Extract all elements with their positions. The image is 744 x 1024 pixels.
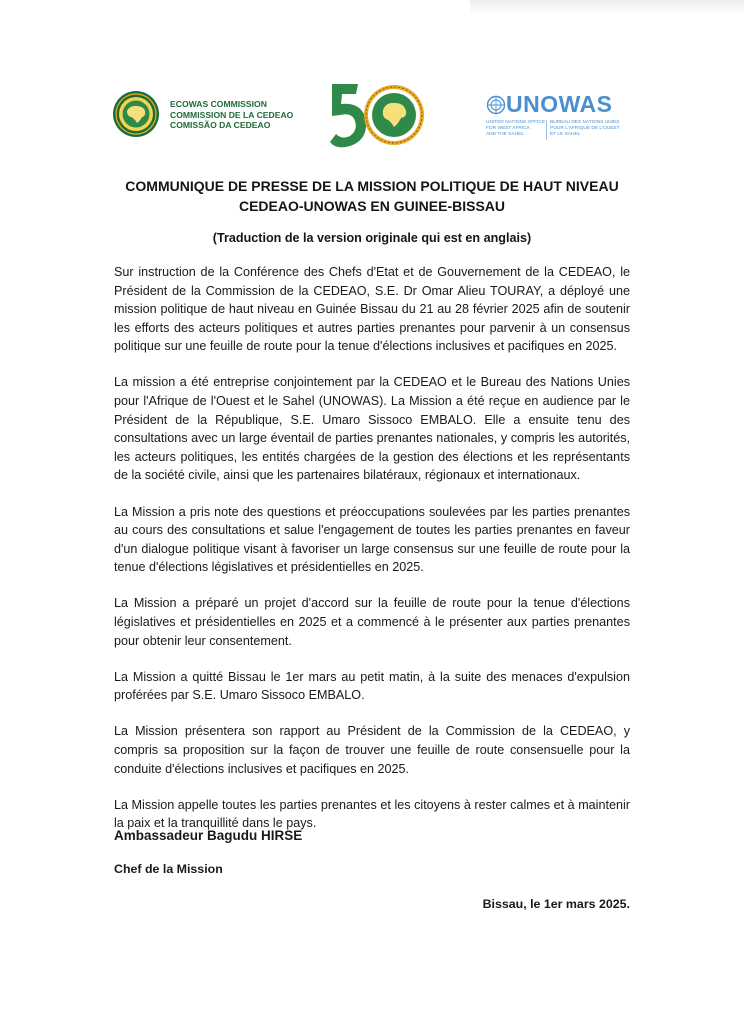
unowas-subtitle-fr	[550, 120, 620, 138]
unowas-subtitle-fr-line: POUR L'AFRIQUE DE L'OUEST	[550, 126, 620, 131]
paragraph: La mission a été entreprise conjointement par la CEDEAO et le Bureau des Nations Unies pour l'Afrique de l'Ouest et le Sahel (UNOWAS). La Mission a été reçue en audience par le Président de la République, S.E. Umaro Sissoco EMBALO. Elle a ensuite tenu des consultations avec un large éventail de parties prenantes nationales, y compris les autorités, les acteurs politiques, les entités chargées de la gestion des élections et les représentants de la société civile, ainsi que les partenaires bilatéraux, régionaux et internationaux.	[114, 375, 630, 483]
ecowas-emblem-icon	[112, 90, 160, 138]
paragraph: La Mission présentera son rapport au Président de la Commission de la CEDEAO, y compris sa proposition sur la façon de trouver une feuille de route consensuelle pour la conduite d'élections inclusives et pacifiques en 2025.	[114, 724, 630, 776]
letterhead	[0, 0, 744, 160]
unowas-subtitle-en-line: UNITED NATIONS OFFICE	[486, 120, 546, 125]
unowas-subtitle-en	[486, 120, 545, 138]
ecowas-name-pt: COMISSÃO DA CEDEAO	[170, 120, 271, 130]
unowas-wordmark: UNOWAS	[506, 91, 613, 117]
paragraph: La Mission a préparé un projet d'accord sur la feuille de route pour la tenue d'élections législatives et présidentielles en 2025 et a commencé à le présenter aux parties prenantes pour obtenir leur consentement.	[114, 596, 630, 648]
title-line-2: CEDEAO-UNOWAS EN GUINEE-BISSAU	[238, 198, 506, 214]
paragraph: Sur instruction de la Conférence des Chefs d'Etat et de Gouvernement de la CEDEAO, le Président de la Commission de la CEDEAO, S.E. Dr Omar Alieu TOURAY, a déployé une mission politique de haut niveau en Guinée Bissau du 21 au 28 février 2025 afin de soutenir les efforts des acteurs politiques et autres parties prenantes pour parvenir à un consensus politique sur une feuille de route pour la tenue d'élections inclusives et pacifiques en 2025.	[114, 265, 630, 354]
unowas-divider	[546, 120, 547, 140]
paragraph: La Mission a quitté Bissau le 1er mars au petit matin, à la suite des menaces d'expulsion proférées par S.E. Umaro Sissoco EMBALO.	[114, 669, 630, 703]
unowas-subtitle-fr-line: BUREAU DES NATIONS UNIES	[550, 120, 620, 125]
unowas-subtitle-fr-line: ET LE SAHEL	[550, 132, 581, 137]
dateline: Bissau, le 1er mars 2025.	[482, 897, 630, 911]
unowas-subtitle-en-line: FOR WEST AFRICA	[486, 126, 530, 131]
translation-note: (Traduction de la version originale qui est en anglais)	[212, 231, 532, 245]
un-emblem-icon	[486, 95, 506, 115]
title-line-1: COMMUNIQUE DE PRESSE DE LA MISSION POLITIQUE DE HAUT NIVEAU	[125, 178, 619, 194]
ecowas-commission-name	[170, 99, 293, 131]
unowas-subtitle-en-line: AND THE SAHEL	[486, 132, 525, 137]
paragraph: La Mission appelle toutes les parties prenantes et les citoyens à rester calmes et à maintenir la paix et la tranquillité dans le pays.	[114, 797, 630, 831]
signer-name: Ambassadeur Bagudu HIRSE	[114, 828, 303, 843]
ecowas-name-en: ECOWAS COMMISSION	[170, 99, 267, 109]
anniversary-50-logo-icon	[328, 80, 428, 150]
ecowas-name-fr: COMMISSION DE LA CEDEAO	[170, 109, 294, 120]
paragraph: La Mission a pris note des questions et préoccupations soulevées par les parties prenantes au cours des consultations et salue l'engagement de toutes les parties prenantes en faveur d'un dialogue politique visant à favoriser un large consensus sur une feuille de route pour la tenue d'élections législatives et présidentielles en 2025.	[114, 504, 630, 575]
communique-body	[114, 263, 630, 850]
document-title	[60, 176, 684, 216]
signer-role: Chef de la Mission	[114, 862, 223, 876]
